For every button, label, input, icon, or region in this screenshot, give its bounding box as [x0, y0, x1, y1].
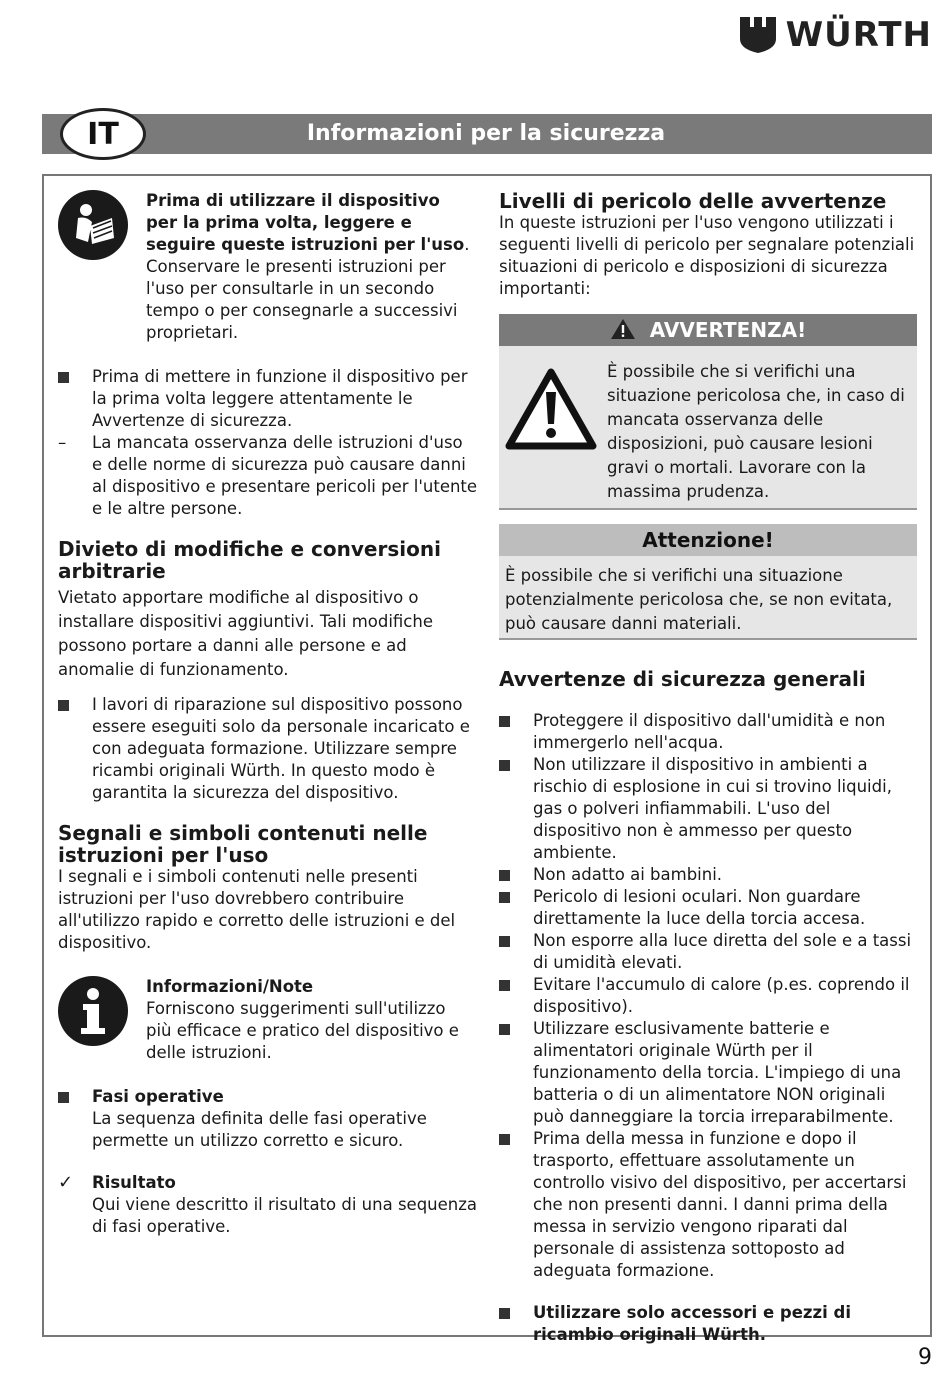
list-item: Proteggere il dispositivo dall'umidità e non immergerlo nell'acqua.: [499, 710, 917, 754]
list-item: Utilizzare esclusivamente batterie e alimentatori originale Würth per il funzionamento della torcia. L'impiego di una batteria o di un alimentatore NON originali può danneggiare la torcia irreparabilmente.: [499, 1018, 917, 1128]
list-item: Utilizzare solo accessori e pezzi di ricambio originali Würth.: [499, 1302, 917, 1346]
section-title: Divieto di modifiche e conversioni arbitrarie: [58, 537, 441, 583]
list-item: Non utilizzare il dispositivo in ambienti a rischio di esplosione in cui si trovino liquidi, gas o polveri infiammabili. L'uso del dispositivo non è ammesso per questo ambiente.: [499, 754, 917, 864]
page-number: 9: [918, 1345, 932, 1370]
brand-name: WÜRTH: [785, 15, 932, 55]
section-title: Segnali e simboli contenuti nelle istruzioni per l'uso: [58, 821, 428, 867]
info-text: Forniscono suggerimenti sull'utilizzo più efficace e pratico del dispositivo e delle istruzioni.: [146, 999, 459, 1062]
read-manual-icon: [58, 190, 128, 260]
info-icon: [58, 976, 128, 1046]
brand-logo: [738, 14, 932, 56]
list-item: Fasi operative La sequenza definita delle fasi operative permette un utilizzo corretto e sicuro.: [58, 1086, 478, 1152]
attention-header: Attenzione!: [499, 524, 917, 556]
section-title: Avvertenze di sicurezza generali: [499, 667, 866, 691]
section-text: In queste istruzioni per l'uso vengono utilizzati i seguenti livelli di pericolo per segnalare potenziali situazioni di pericolo e disposizioni di sicurezza importanti:: [499, 213, 915, 298]
checkmark-icon: ✓: [58, 1172, 74, 1193]
intro-bold-text: Prima di utilizzare il dispositivo per la prima volta, leggere e seguire queste istruzioni per l'uso: [146, 191, 465, 254]
attention-text: È possibile che si verifichi una situazione potenzialmente pericolosa che, se non evitata, può causare danni materiali.: [505, 566, 893, 633]
section-text: I segnali e i simboli contenuti nelle presenti istruzioni per l'uso dovrebbero contribuire all'utilizzo rapido e corretto delle istruzioni e del dispositivo.: [58, 867, 456, 952]
attention-box: [499, 524, 917, 640]
list-item: Prima di mettere in funzione il dispositivo per la prima volta leggere attentamente le Avvertenze di sicurezza.: [58, 366, 478, 432]
list-item: Evitare l'accumulo di calore (p.es. coprendo il dispositivo).: [499, 974, 917, 1018]
info-title: Informazioni/Note: [146, 977, 314, 996]
general-safety-list: [499, 710, 917, 1282]
section-title: Livelli di pericolo delle avvertenze: [499, 189, 887, 213]
wurth-logo-icon: [738, 15, 778, 55]
language-badge: IT: [60, 108, 146, 160]
list-item: I lavori di riparazione sul dispositivo possono essere eseguiti solo da personale incaricato e con adeguata formazione. Utilizzare sempre ricambi originali Würth. In questo modo è garantita la sicurezza del dispositivo.: [58, 694, 478, 804]
section-text: Vietato apportare modifiche al dispositivo o installare dispositivi aggiuntivi. Tali modifiche possono portare a danni alle persone e ad anomalie di funzionamento.: [58, 588, 433, 679]
intro-text: Conservare le presenti istruzioni per l'uso per consultarle in un secondo tempo o per consegnarle a successivi proprietari.: [146, 257, 458, 342]
warning-header: AVVERTENZA!: [499, 314, 917, 346]
list-item: Non esporre alla luce diretta del sole e a tassi di umidità elevati.: [499, 930, 917, 974]
warning-triangle-icon: [610, 318, 636, 340]
list-item: Non adatto ai bambini.: [499, 864, 917, 886]
warning-triangle-large-icon: [505, 368, 597, 450]
info-block: [58, 976, 478, 1064]
list-item: Pericolo di lesioni oculari. Non guardare direttamente la luce della torcia accesa.: [499, 886, 917, 930]
warning-box: [499, 314, 917, 510]
page-title: Informazioni per la sicurezza: [306, 121, 666, 146]
right-column: [499, 190, 917, 1346]
intro-list: [58, 366, 478, 520]
warning-text: È possibile che si verifichi una situazione pericolosa che, in caso di mancata osservanza delle disposizioni, può causare lesioni gravi o mortali. Lavorare con la massima prudenza.: [607, 362, 905, 501]
intro-block: Prima di utilizzare il dispositivo per la prima volta, leggere e seguire queste istruzioni per l'uso. Conservare le presenti istruzioni per l'uso per consultarle in un secondo tempo o per consegnarle a successivi proprietari.: [58, 190, 478, 344]
list-item: Prima della messa in funzione e dopo il trasporto, effettuare assolutamente un controllo visivo del dispositivo, per accertarsi che non presenti danni. I danni prima della messa in servizio vengono riparati dal personale di assistenza sottoposto ad adeguata formazione.: [499, 1128, 917, 1282]
left-column: [58, 190, 478, 1238]
list-item: – La mancata osservanza delle istruzioni d'uso e delle norme di sicurezza può causare danni al dispositivo e presentare pericoli per l'utente e le altre persone.: [58, 433, 478, 518]
list-item: ✓ Risultato Qui viene descritto il risultato di una sequenza di fasi operative.: [58, 1172, 478, 1236]
